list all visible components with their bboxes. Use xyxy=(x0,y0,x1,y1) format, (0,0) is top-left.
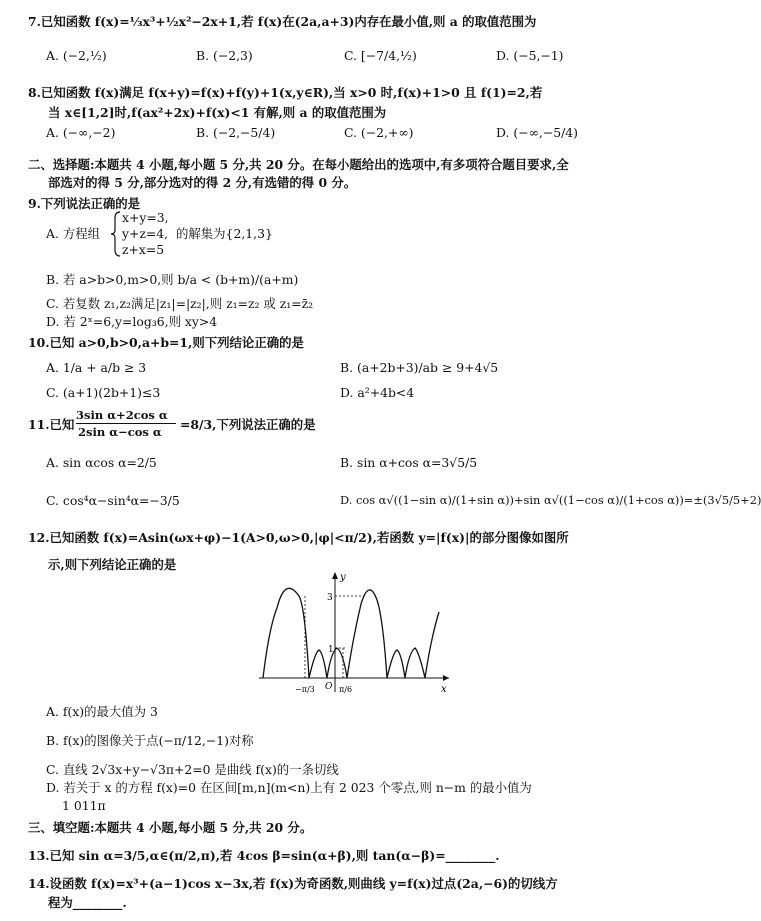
section3-header: 三、填空题:本题共 4 小题,每小题 5 分,共 20 分。 xyxy=(28,820,313,835)
q7-option-d: D. (−5,−1) xyxy=(496,48,564,63)
q10-stem: 10.已知 a>0,b>0,a+b=1,则下列结论正确的是 xyxy=(28,335,304,350)
q10-option-c: C. (a+1)(2b+1)≤3 xyxy=(46,385,161,400)
q11-option-a: A. sin αcos α=2/5 xyxy=(46,455,157,470)
q12-line1: 12.已知函数 f(x)=Asin(ωx+φ)−1(A>0,ω>0,|φ|<π/2),若函数 y=|f(x)|的部分图像如图所 xyxy=(28,530,569,545)
x-axis-arrow-icon xyxy=(443,675,449,681)
q9-a-prefix: A. 方程组 xyxy=(46,226,100,241)
section2-header-line1: 二、选择题:本题共 4 小题,每小题 5 分,共 20 分。在每小题给出的选项中,有多项符合题目要求,全 xyxy=(28,157,569,172)
q9-option-d: D. 若 2ˣ=6,y=log₃6,则 xy>4 xyxy=(46,314,218,329)
q7-option-c: C. [−7/4,½) xyxy=(344,48,417,63)
q12-graph xyxy=(255,568,455,696)
q11-option-c: C. cos⁴α−sin⁴α=−3/5 xyxy=(46,493,180,508)
q7-stem: 7.已知函数 f(x)=⅓x³+½x²−2x+1,若 f(x)在(2a,a+3)内存在最小值,则 a 的取值范围为 xyxy=(28,14,537,29)
brace-icon xyxy=(110,210,122,258)
q11-fraction-bar xyxy=(76,423,176,424)
q11-suffix: =8/3,下列说法正确的是 xyxy=(180,417,316,432)
q9-system-eq3: z+x=5 xyxy=(122,242,165,257)
q12-line2: 示,则下列结论正确的是 xyxy=(48,557,177,572)
q12-option-b: B. f(x)的图像关于点(−π/12,−1)对称 xyxy=(46,733,254,748)
x-axis-label: x xyxy=(441,684,447,695)
q8-option-d: D. (−∞,−5/4) xyxy=(496,125,579,140)
q11-frac-denominator: 2sin α−cos α xyxy=(78,425,162,439)
y-axis-label: y xyxy=(340,572,346,583)
q10-option-a: A. 1/a + a/b ≥ 3 xyxy=(46,360,147,375)
q8-option-b: B. (−2,−5/4) xyxy=(196,125,276,140)
q9-system-eq1: x+y=3, xyxy=(122,210,169,225)
origin-label: O xyxy=(325,682,333,692)
q7-option-b: B. (−2,3) xyxy=(196,48,253,63)
q9-system-eq2: y+z=4, xyxy=(122,226,169,241)
tick-3-label: 3 xyxy=(327,593,333,603)
q9-option-b: B. 若 a>b>0,m>0,则 b/a < (b+m)/(a+m) xyxy=(46,272,299,287)
q13-stem: 13.已知 sin α=3/5,α∈(π/2,π),若 4cos β=sin(α+β),则 tan(α−β)=________. xyxy=(28,848,500,863)
q9-stem: 9.下列说法正确的是 xyxy=(28,196,141,211)
tick-neg-pi-3-label: −π/3 xyxy=(295,685,315,694)
q12-option-a: A. f(x)的最大值为 3 xyxy=(46,704,158,719)
q14-line1: 14.设函数 f(x)=x³+(a−1)cos x−3x,若 f(x)为奇函数,则曲线 y=f(x)过点(2a,−6)的切线方 xyxy=(28,876,558,891)
q11-option-d: D. cos α√((1−sin α)/(1+sin α))+sin α√((1−cos α)/(1+cos α))=±(3√5/5+2) xyxy=(340,493,761,507)
q11-frac-numerator: 3sin α+2cos α xyxy=(76,408,168,422)
tick-1-label: 1 xyxy=(328,645,334,655)
q8-option-a: A. (−∞,−2) xyxy=(46,125,116,140)
q8-option-c: C. (−2,+∞) xyxy=(344,125,414,140)
q8-line2: 当 x∈[1,2]时,f(ax²+2x)+f(x)<1 有解,则 a 的取值范围为 xyxy=(48,105,387,120)
curve-abs-f xyxy=(263,588,439,678)
y-axis-arrow-icon xyxy=(332,572,338,579)
q10-option-d: D. a²+4b<4 xyxy=(340,385,415,400)
q9-option-c: C. 若复数 z₁,z₂满足|z₁|=|z₂|,则 z₁=z₂ 或 z₁=z̄₂ xyxy=(46,296,314,311)
q11-option-b: B. sin α+cos α=3√5/5 xyxy=(340,455,478,470)
section2-header-line2: 部选对的得 5 分,部分选对的得 2 分,有选错的得 0 分。 xyxy=(48,175,357,190)
q10-option-b: B. (a+2b+3)/ab ≥ 9+4√5 xyxy=(340,360,499,375)
q14-line2: 程为________. xyxy=(48,895,127,910)
q12-option-c: C. 直线 2√3x+y−√3π+2=0 是曲线 f(x)的一条切线 xyxy=(46,762,339,777)
tick-pi-6-label: π/6 xyxy=(339,685,353,694)
q12-option-d-line1: D. 若关于 x 的方程 f(x)=0 在区间[m,n](m<n)上有 2 023 个零点,则 n−m 的最小值为 xyxy=(46,780,532,795)
q12-option-d-line2: 1 011π xyxy=(62,798,106,813)
q7-option-a: A. (−2,½) xyxy=(46,48,107,63)
q11-prefix: 11.已知 xyxy=(28,417,75,432)
q8-line1: 8.已知函数 f(x)满足 f(x+y)=f(x)+f(y)+1(x,y∈R),当 x>0 时,f(x)+1>0 且 f(1)=2,若 xyxy=(28,85,543,100)
q9-a-suffix: 的解集为{2,1,3} xyxy=(176,226,273,241)
